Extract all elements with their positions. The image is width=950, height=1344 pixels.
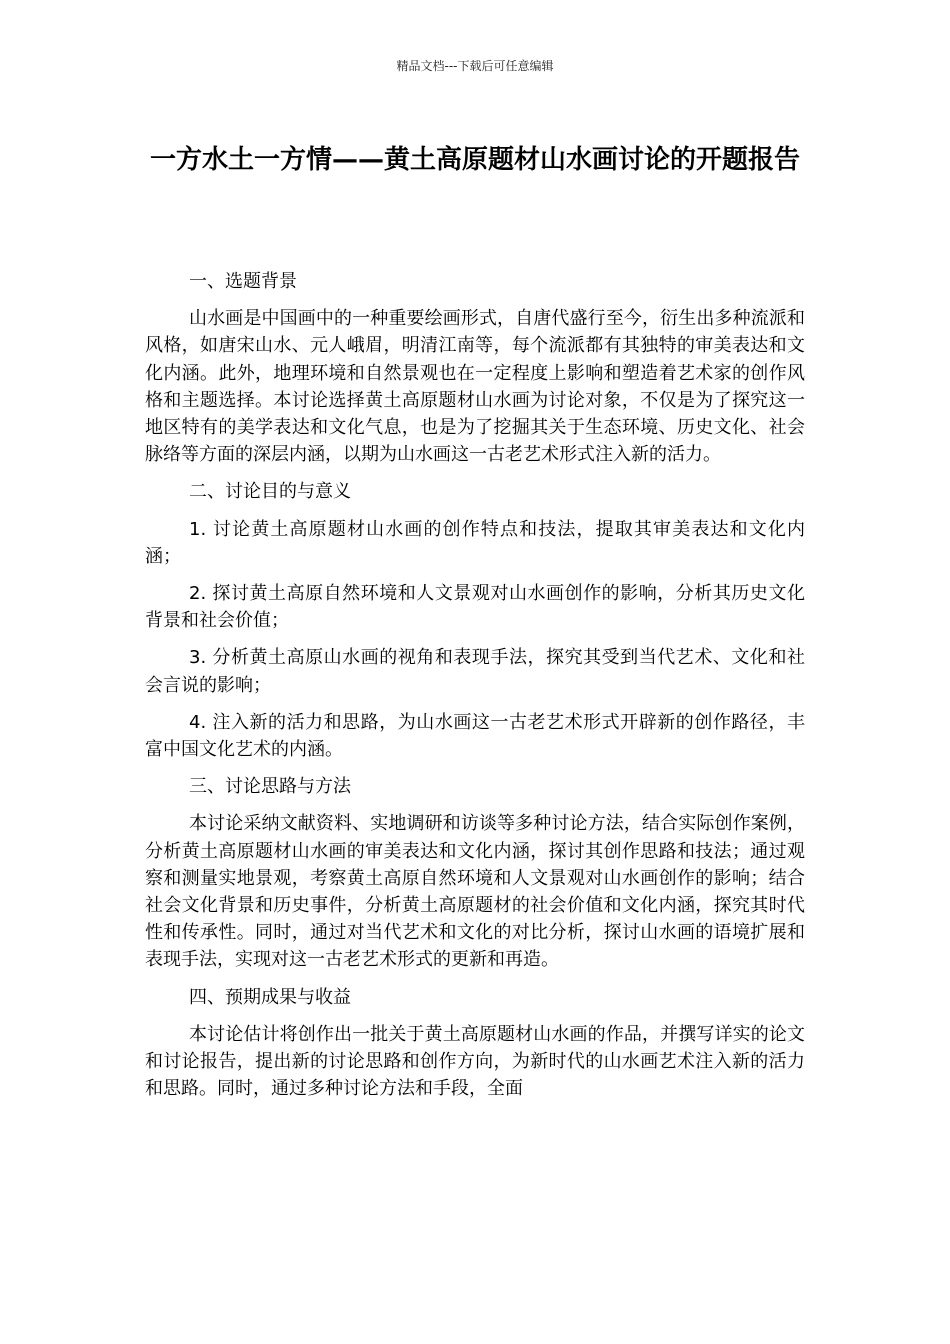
list-item: 1. 讨论黄土高原题材山水画的创作特点和技法，提取其审美表达和文化内涵； <box>145 518 805 567</box>
section-heading: 二、讨论目的与意义 <box>189 481 351 503</box>
list-item: 3. 分析黄土高原山水画的视角和表现手法，探究其受到当代艺术、文化和社会言说的影响； <box>145 647 805 696</box>
list-item: 2. 探讨黄土高原自然环境和人文景观对山水画创作的影响，分析其历史文化背景和社会价值； <box>145 583 805 632</box>
page-header-note: 精品文档---下载后可任意编辑 <box>396 59 554 73</box>
document-body <box>145 268 805 1112</box>
document-title: 一方水土一方情——黄土高原题材山水画讨论的开题报告 <box>149 145 800 175</box>
list-item: 4. 注入新的活力和思路，为山水画这一古老艺术形式开辟新的创作路径，丰富中国文化艺术的内涵。 <box>145 711 805 761</box>
section-heading: 四、预期成果与收益 <box>189 986 351 1008</box>
section-heading: 一、选题背景 <box>189 271 297 292</box>
paragraph: 本讨论估计将创作出一批关于黄土高原题材山水画的作品，并撰写详实的论文和讨论报告，提出新的讨论思路和创作方向，为新时代的山水画艺术注入新的活力和思路。同时，通过多种讨论方法和手段，全面 <box>145 1023 805 1100</box>
paragraph: 本讨论采纳文献资料、实地调研和访谈等多种讨论方法，结合实际创作案例，分析黄土高原题材山水画的审美表达和文化内涵，探讨其创作思路和技法；通过观察和测量实地景观，考察黄土高原自然环境和人文景观对山水画创作的影响；结合社会文化背景和历史事件，分析黄土高原题材的社会价值和文化内涵，探究其时代性和传承性。同时，通过对当代艺术和文化的对比分析，探讨山水画的语境扩展和表现手法，实现对这一古老艺术形式的更新和再造。 <box>145 813 805 971</box>
section-heading: 三、讨论思路与方法 <box>189 776 351 798</box>
paragraph: 山水画是中国画中的一种重要绘画形式，自唐代盛行至今，衍生出多种流派和风格，如唐宋山水、元人峨眉，明清江南等，每个流派都有其独特的审美表达和文化内涵。此外，地理环境和自然景观也在一定程度上影响和塑造着艺术家的创作风格和主题选择。本讨论选择黄土高原题材山水画为讨论对象，不仅是为了探究这一地区特有的美学表达和文化气息，也是为了挖掘其关于生态环境、历史文化、社会脉络等方面的深层内涵，以期为山水画这一古老艺术形式注入新的活力。 <box>145 308 805 466</box>
